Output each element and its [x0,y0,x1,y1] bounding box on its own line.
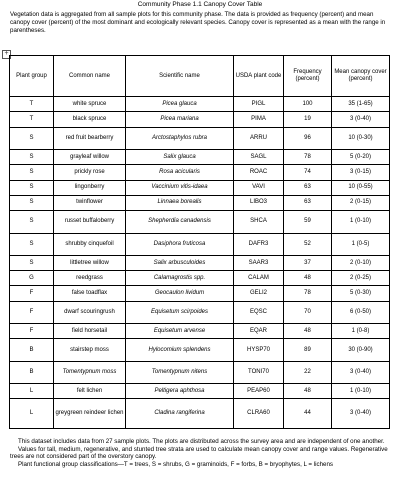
cell-cover: 5 (0-20) [332,149,390,164]
cell-common-name: white spruce [54,97,126,112]
cell-cover: 2 (0-25) [332,271,390,286]
cell-frequency: 63 [284,180,332,195]
cell-cover: 35 (1-65) [332,97,390,112]
cell-common-name: false toadflax [54,286,126,301]
table-row [10,180,390,195]
cell-cover: 30 (0-90) [332,339,390,361]
intro-paragraph: Vegetation data is aggregated from all sample plots for this community phase. The data is provided as frequency (percent) and mean canopy cover (percent) of the most dominant and ecologically relevant species. Canopy cover is represented as a mean with the range in parentheses. [10,11,386,34]
cell-scientific-name: Equisetum scirpoides [126,301,234,323]
header-scientific-name: Scientific name [126,56,234,97]
cell-common-name: black spruce [54,112,126,127]
cell-common-name: Tomentypnum moss [54,361,126,383]
cell-frequency: 19 [284,112,332,127]
cell-common-name: reedgrass [54,271,126,286]
cell-common-name: prickly rose [54,165,126,180]
cell-cover: 1 (0-10) [332,384,390,399]
table-row [10,255,390,270]
cell-frequency: 48 [284,384,332,399]
cell-scientific-name: Calamagrostis spp. [126,271,234,286]
cell-group: S [10,149,54,164]
cell-common-name: littletree willow [54,255,126,270]
table-row [10,384,390,399]
table-row [10,301,390,323]
cell-group: S [10,233,54,255]
cell-frequency: 63 [284,195,332,210]
cell-frequency: 78 [284,149,332,164]
cell-cover: 1 (0-8) [332,324,390,339]
cell-usda-code: ARRU [234,127,284,149]
cell-frequency: 37 [284,255,332,270]
cell-usda-code: ROAC [234,165,284,180]
table-row [10,97,390,112]
cell-usda-code: PIGL [234,97,284,112]
cell-usda-code: PIMA [234,112,284,127]
table-move-handle-icon[interactable]: + [2,50,11,59]
cell-frequency: 22 [284,361,332,383]
note-plots: This dataset includes data from 27 sample plots. The plots are distributed across the survey area and are independent of one another. [18,438,385,445]
cell-frequency: 70 [284,301,332,323]
cell-usda-code: EQSC [234,301,284,323]
cell-cover: 3 (0-40) [332,361,390,383]
cell-group: S [10,255,54,270]
cell-usda-code: CALAM [234,271,284,286]
table-row [10,112,390,127]
cell-scientific-name: Salix glauca [126,149,234,164]
cell-common-name: field horsetail [54,324,126,339]
header-usda-code: USDA plant code [234,56,284,97]
table-row [10,211,390,233]
cell-group: S [10,127,54,149]
cell-frequency: 89 [284,339,332,361]
cell-common-name: grayleaf willow [54,149,126,164]
cell-common-name: red fruit bearberry [54,127,126,149]
cell-scientific-name: Shepherdia canadensis [126,211,234,233]
cell-cover: 2 (0-10) [332,255,390,270]
cell-cover: 2 (0-15) [332,195,390,210]
cell-cover: 10 (0-55) [332,180,390,195]
cell-usda-code: SAAR3 [234,255,284,270]
cell-group: F [10,286,54,301]
cell-scientific-name: Hylocomium splendens [126,339,234,361]
cell-usda-code: SHCA [234,211,284,233]
table-row [10,399,390,429]
cell-cover: 1 (0-10) [332,211,390,233]
cell-scientific-name: Equisetum arvense [126,324,234,339]
cell-group: B [10,361,54,383]
table-row [10,339,390,361]
cell-group: F [10,301,54,323]
page-title: Community Phase 1.1 Canopy Cover Table [137,1,263,8]
note-classifications: Plant functional group classifications—T = trees, S = shrubs, G = graminoids, F = forbs, B = bryophytes, L = lichens [18,460,334,468]
cell-usda-code: HYSP70 [234,339,284,361]
table-row [10,127,390,149]
cell-scientific-name: Geocaulon lividum [126,286,234,301]
table-row [10,286,390,301]
cell-cover: 1 (0-5) [332,233,390,255]
cell-group: S [10,211,54,233]
cell-frequency: 78 [284,286,332,301]
cell-frequency: 59 [284,211,332,233]
table-row [10,165,390,180]
cell-frequency: 52 [284,233,332,255]
cell-scientific-name: Peltigera aphthosa [126,384,234,399]
table-notes [10,438,392,468]
cell-cover: 3 (0-40) [332,112,390,127]
header-common-name: Common name [54,56,126,97]
cell-common-name: lingonberry [54,180,126,195]
cell-usda-code: LIBO3 [234,195,284,210]
cell-frequency: 48 [284,271,332,286]
cell-usda-code: TONI70 [234,361,284,383]
cell-scientific-name: Linnaea borealis [126,195,234,210]
table-row [10,233,390,255]
cell-common-name: stairstep moss [54,339,126,361]
cell-frequency: 44 [284,399,332,429]
cell-usda-code: GELI2 [234,286,284,301]
cell-scientific-name: Salix arbusculoides [126,255,234,270]
cell-common-name: twinflower [54,195,126,210]
cell-common-name: shrubby cinquefoil [54,233,126,255]
cell-cover: 6 (0-50) [332,301,390,323]
cell-cover: 5 (0-30) [332,286,390,301]
table-header-row [10,56,390,97]
header-plant-group: Plant group [10,56,54,97]
cell-scientific-name: Arctostaphylos rubra [126,127,234,149]
header-canopy-cover: Mean canopy cover (percent) [332,56,390,97]
cell-usda-code: PEAP60 [234,384,284,399]
table-row [10,324,390,339]
cell-group: S [10,180,54,195]
table-row [10,271,390,286]
cell-usda-code: EQAR [234,324,284,339]
table-row [10,361,390,383]
cell-common-name: greygreen reindeer lichen [54,399,126,429]
cell-cover: 10 (0-30) [332,127,390,149]
cell-common-name: felt lichen [54,384,126,399]
cell-group: T [10,97,54,112]
header-frequency: Frequency (percent) [284,56,332,97]
cell-scientific-name: Cladina rangiferina [126,399,234,429]
note-strata: Values for tall, medium, regenerative, and stunted tree strata are used to calculate mean canopy cover and range values. Regenerative trees are not considered part of the overstory canopy. [10,445,388,461]
cell-group: L [10,384,54,399]
cell-common-name: dwarf scouringrush [54,301,126,323]
cell-group: S [10,165,54,180]
cell-scientific-name: Tomentypnum nitens [126,361,234,383]
cell-group: B [10,339,54,361]
cell-frequency: 74 [284,165,332,180]
cell-cover: 3 (0-40) [332,399,390,429]
cell-usda-code: CLRA60 [234,399,284,429]
cell-group: T [10,112,54,127]
canopy-cover-table [9,55,390,429]
cell-group: F [10,324,54,339]
cell-usda-code: SAGL [234,149,284,164]
cell-frequency: 48 [284,324,332,339]
cell-scientific-name: Vaccinium vitis-idaea [126,180,234,195]
cell-group: G [10,271,54,286]
cell-frequency: 96 [284,127,332,149]
cell-scientific-name: Picea glauca [126,97,234,112]
cell-usda-code: VAVI [234,180,284,195]
cell-cover: 3 (0-15) [332,165,390,180]
table-row [10,195,390,210]
cell-usda-code: DAFR3 [234,233,284,255]
cell-scientific-name: Rosa acicularis [126,165,234,180]
cell-group: L [10,399,54,429]
cell-scientific-name: Dasiphora fruticosa [126,233,234,255]
table-row [10,149,390,164]
cell-scientific-name: Picea mariana [126,112,234,127]
cell-frequency: 100 [284,97,332,112]
cell-group: S [10,195,54,210]
cell-common-name: russet buffaloberry [54,211,126,233]
